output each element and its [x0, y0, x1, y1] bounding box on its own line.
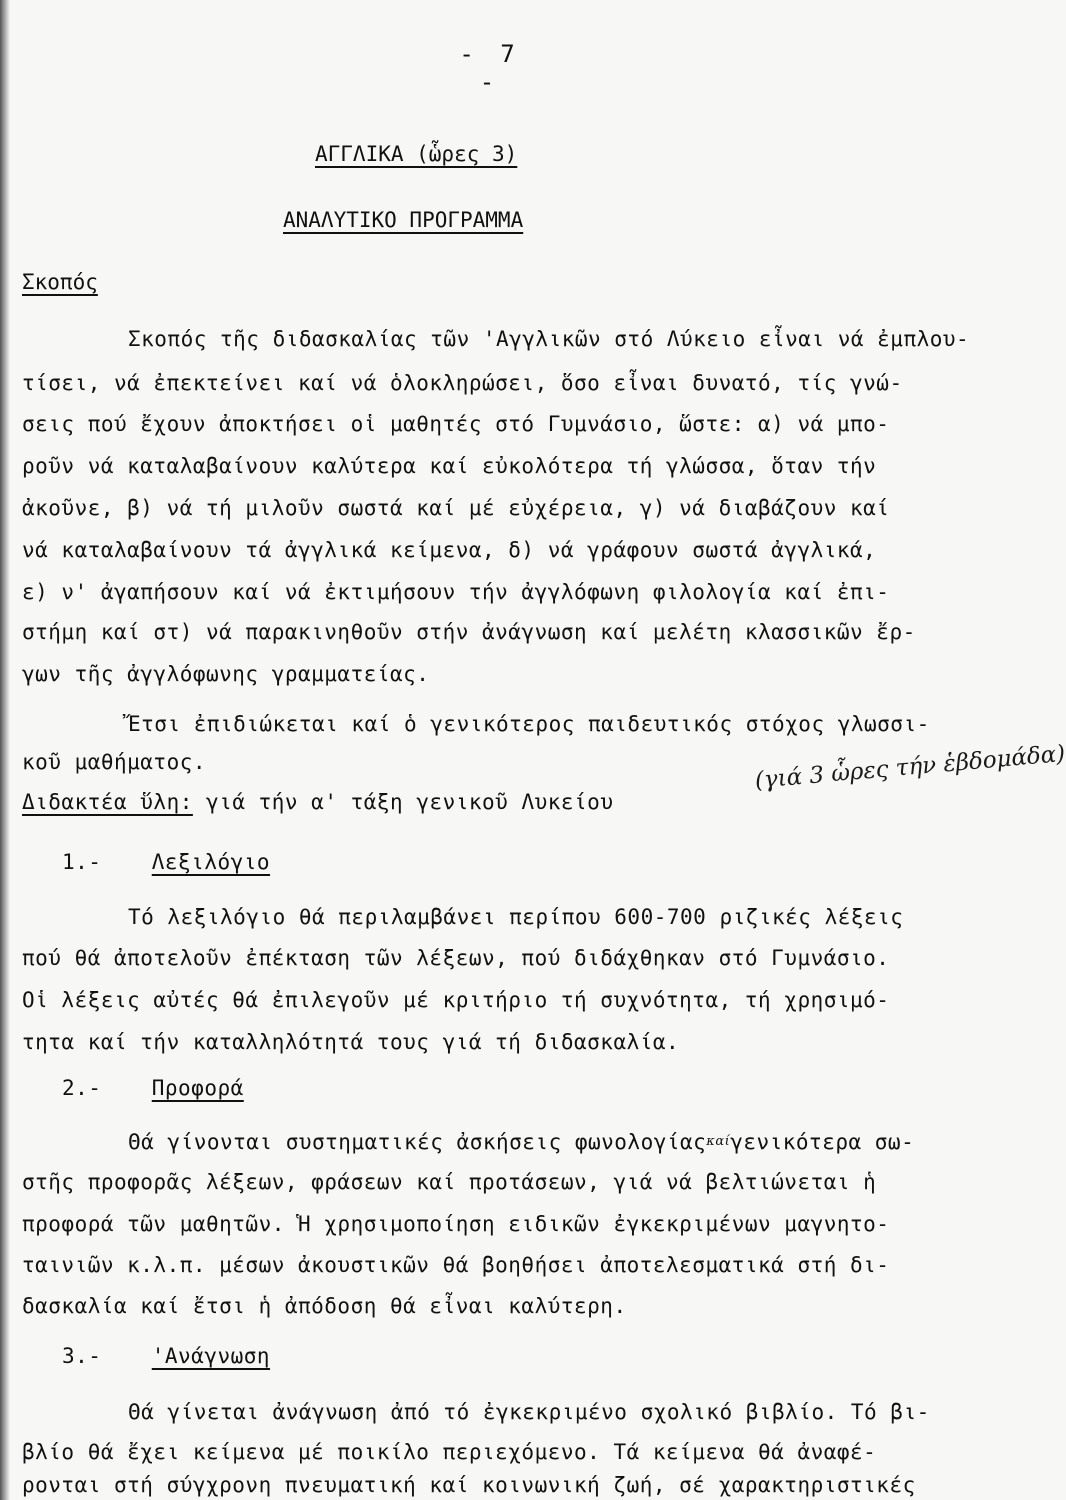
purpose-line-7: ε) ν' ἀγαπήσουν καί νά ἐκτιμήσουν τήν ἀγγλόφωνη φιλολογία καί ἐπι- [22, 580, 890, 604]
pronunciation-number: 2.- [62, 1076, 102, 1100]
pronunciation-line-5: δασκαλία καί ἔτσι ἡ ἀπόδοση θά εἶναι καλύτερη. [22, 1294, 627, 1318]
reading-line-3: ρονται στή σύγχρονη πνευματική καί κοινωνική ζωή, σέ χαρακτηριστικές [22, 1473, 916, 1497]
purpose-heading: Σκοπός [22, 270, 98, 294]
vocabulary-line-3: Οἱ λέξεις αὐτές θά ἐπιλεγοῦν μέ κριτήριο τή συχνότητα, τή χρησιμό- [22, 988, 890, 1012]
purpose-line-5: ἀκοῦνε, β) νά τή μιλοῦν σωστά καί μέ εὐχέρεια, γ) νά διαβάζουν καί [22, 496, 890, 520]
document-title: ΑΓΓΛΙΚΑ (ὧρες 3) [315, 142, 518, 166]
pronunciation-heading [62, 1076, 244, 1100]
material-label: Διδακτέα ὕλη: [22, 790, 193, 814]
vocabulary-line-2: πού θά ἀποτελοῦν ἐπέκταση τῶν λέξεων, πού διδάχθηκαν στό Γυμνάσιο. [22, 946, 890, 970]
page-number: - 7 - [459, 40, 521, 96]
goal-line-2: κοῦ μαθήματος. [22, 750, 207, 774]
purpose-line-9: γων τῆς ἀγγλόφωνης γραμματείας. [22, 662, 430, 686]
pronunciation-line-3: προφορά τῶν μαθητῶν. Ἡ χρησιμοποίηση ειδικῶν ἐγκεκριμένων μαγνητο- [22, 1212, 890, 1236]
document-subtitle: ΑΝΑΛΥΤΙΚΟ ΠΡΟΓΡΑΜΜΑ [283, 208, 524, 232]
vocabulary-number: 1.- [62, 850, 102, 874]
pronunciation-line-4: ταινιῶν κ.λ.π. μέσων ἀκουστικῶν θά βοηθήσει ἀποτελεσματικά στή δι- [22, 1253, 890, 1277]
pronunciation-line-1-end: γενικότερα σω- [730, 1130, 915, 1154]
purpose-line-8: στήμη καί στ) νά παρακινηθοῦν στήν ἀνάγνωση καί μελέτη κλασσικῶν ἔρ- [22, 620, 916, 644]
vocabulary-title: Λεξιλόγιο [151, 850, 271, 874]
handwritten-insert: καί [706, 1134, 731, 1149]
pronunciation-line-1-start: Θά γίνονται συστηματικές ἀσκήσεις φωνολογίας [128, 1130, 707, 1154]
reading-title: 'Ανάγνωση [151, 1344, 271, 1368]
purpose-line-4: ροῦν νά καταλαβαίνουν καλύτερα καί εὐκολότερα τή γλώσσα, ὅταν τήν [22, 454, 877, 478]
vocabulary-line-4: τητα καί τήν καταλληλότητά τους γιά τή διδασκαλία. [22, 1030, 680, 1054]
pronunciation-line-1 [128, 1130, 914, 1154]
purpose-line-6: νά καταλαβαίνουν τά ἀγγλικά κείμενα, δ) νά γράφουν σωστά ἀγγλικά, [22, 538, 877, 562]
reading-heading [62, 1344, 270, 1368]
vocabulary-line-1: Τό λεξιλόγιο θά περιλαμβάνει περίπου 600-700 ριζικές λέξεις [128, 905, 904, 929]
reading-number: 3.- [62, 1344, 102, 1368]
material-text: γιά τήν α' τάξη γενικοῦ Λυκείου [206, 790, 614, 814]
goal-line-1: Ἔτσι ἐπιδιώκεται καί ὁ γενικότερος παιδευτικός στόχος γλωσσι- [128, 712, 930, 736]
pronunciation-line-2: στῆς προφορᾶς λέξεων, φράσεων καί προτάσεων, γιά νά βελτιώνεται ἡ [22, 1170, 877, 1194]
purpose-line-1: Σκοπός τῆς διδασκαλίας τῶν 'Αγγλικῶν στό Λύκειο εἶναι νά ἐμπλου- [128, 327, 970, 351]
binding-shadow [0, 0, 10, 1500]
purpose-line-3: σεις πού ἔχουν ἀποκτήσει οἱ μαθητές στό Γυμνάσιο, ὥστε: α) νά μπο- [22, 412, 890, 436]
pronunciation-title: Προφορά [151, 1076, 244, 1100]
purpose-line-2: τίσει, νά ἐπεκτείνει καί νά ὁλοκληρώσει, ὅσο εἶναι δυνατό, τίς γνώ- [22, 371, 903, 395]
handwritten-note: (γιά 3 ὧρες τήν ἑβδομάδα) [753, 740, 1066, 794]
material-line [22, 790, 613, 814]
reading-line-2: βλίο θά ἔχει κείμενα μέ ποικίλο περιεχόμενο. Τά κείμενα θά ἀναφέ- [22, 1440, 877, 1464]
vocabulary-heading [62, 850, 270, 874]
reading-line-1: Θά γίνεται ἀνάγνωση ἀπό τό ἐγκεκριμένο σχολικό βιβλίο. Τό βι- [128, 1400, 930, 1424]
